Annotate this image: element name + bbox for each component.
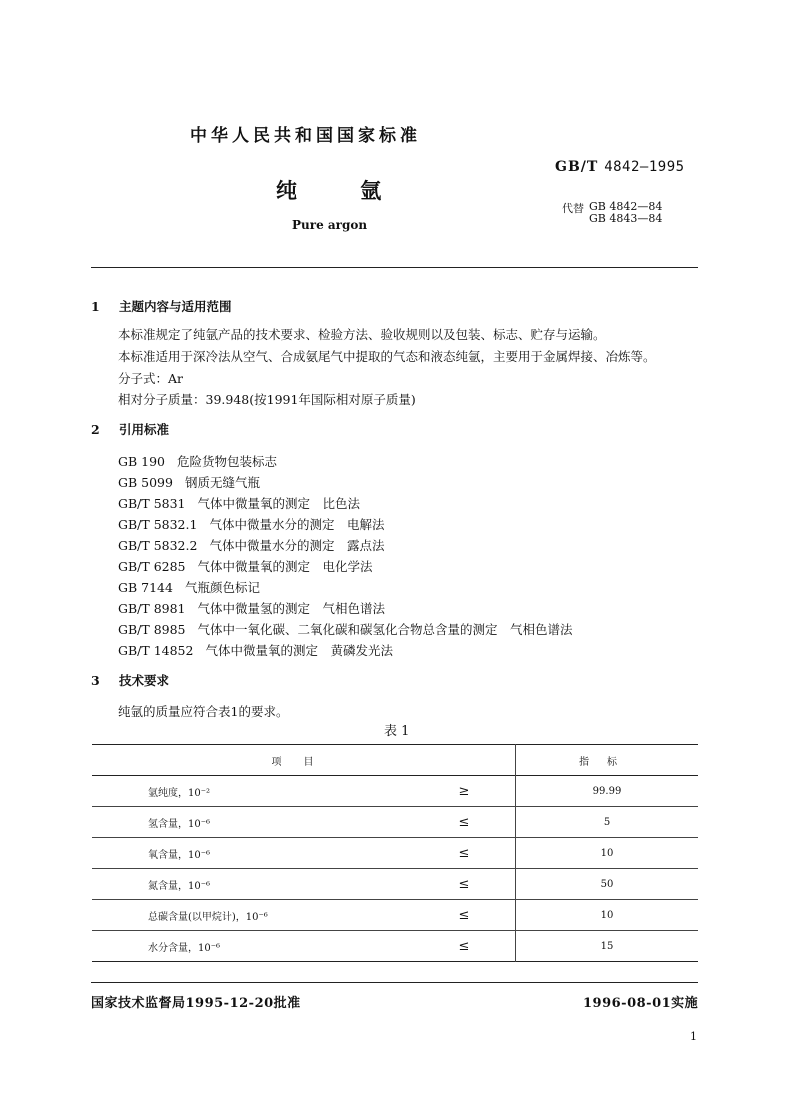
row-value: 5 <box>603 816 611 828</box>
section-1-number: 1 <box>91 299 100 314</box>
row-value: 10 <box>600 909 614 921</box>
row-operator: ≤ <box>413 838 516 869</box>
section-1-paragraph: 本标准适用于深冷法从空气、合成氨尾气中提取的气态和液态纯氩，主要用于金属焊接、冶炼等。 <box>118 349 656 364</box>
row-operator: ≥ <box>413 776 516 807</box>
org-title: 中华人民共和国国家标准 <box>190 126 421 146</box>
table-row <box>92 807 698 838</box>
table-row <box>92 931 698 962</box>
section-1-title: 主题内容与适用范围 <box>119 299 232 314</box>
reference-item: GB/T 14852 气体中微量氧的测定 黄磷发光法 <box>118 643 393 658</box>
row-value: 50 <box>600 878 614 890</box>
standard-prefix: GB/T <box>555 159 599 175</box>
section-3-number: 3 <box>91 673 100 688</box>
standard-code <box>555 159 685 175</box>
table-row <box>92 776 698 807</box>
footer-divider <box>91 982 698 983</box>
row-item: 水分含量，10⁻⁶ <box>148 942 221 954</box>
section-2-title: 引用标准 <box>119 422 170 437</box>
section-2-number: 2 <box>91 422 100 437</box>
reference-item: GB/T 8985 气体中一氧化碳、二氧化碳和碳氢化合物总含量的测定 气相色谱法 <box>118 622 573 637</box>
reference-item: GB/T 5832.2 气体中微量水分的测定 露点法 <box>118 538 385 553</box>
row-operator: ≤ <box>413 869 516 900</box>
row-value: 99.99 <box>592 785 622 797</box>
table-row <box>92 869 698 900</box>
row-operator: ≤ <box>413 931 516 962</box>
replaces-label: 代替 <box>562 202 584 215</box>
reference-item: GB/T 8981 气体中微量氢的测定 气相色谱法 <box>118 601 386 616</box>
reference-item: GB 7144 气瓶颜色标记 <box>118 580 260 595</box>
header-divider <box>91 267 698 268</box>
row-item: 氩纯度，10⁻² <box>148 787 211 799</box>
section-1-paragraph: 分子式：Ar <box>118 371 184 386</box>
document-title-cn: 纯 氩 <box>276 178 382 203</box>
row-value: 10 <box>600 847 614 859</box>
row-item: 氢含量，10⁻⁶ <box>148 818 211 830</box>
approval-info: 国家技术监督局1995-12-20批准 <box>91 996 301 1011</box>
section-3-heading <box>91 671 169 689</box>
section-1-paragraph: 本标准规定了纯氩产品的技术要求、检验方法、验收规则以及包装、标志、贮存与运输。 <box>118 327 606 342</box>
reference-item: GB/T 5832.1 气体中微量水分的测定 电解法 <box>118 517 385 532</box>
replaces-standard-1: GB 4842—84 <box>589 200 663 213</box>
reference-item: GB 190 危险货物包装标志 <box>118 454 278 469</box>
section-2-heading <box>91 420 169 438</box>
header-item: 项目 <box>92 745 516 776</box>
document-title-en: Pure argon <box>292 218 368 232</box>
implementation-date: 1996-08-01实施 <box>583 996 699 1011</box>
row-operator: ≤ <box>413 807 516 838</box>
standard-number: 4842—1995 <box>604 159 685 175</box>
table-row <box>92 838 698 869</box>
specification-table <box>92 744 698 962</box>
row-item: 总碳含量(以甲烷计)，10⁻⁶ <box>148 911 268 923</box>
table-caption: 表 1 <box>384 724 410 739</box>
table-row <box>92 900 698 931</box>
reference-item: GB 5099 钢质无缝气瓶 <box>118 475 260 490</box>
row-item: 氮含量，10⁻⁶ <box>148 880 211 892</box>
table-header-row <box>92 745 698 776</box>
row-operator: ≤ <box>413 900 516 931</box>
page-number: 1 <box>690 1030 697 1043</box>
section-1-paragraph: 相对分子质量：39.948(按1991年国际相对原子质量) <box>118 392 416 407</box>
replaces-standard-2: GB 4843—84 <box>589 212 663 225</box>
row-item: 氧含量，10⁻⁶ <box>148 849 211 861</box>
header-value: 指标 <box>579 756 635 768</box>
section-3-intro: 纯氩的质量应符合表1的要求。 <box>118 704 289 719</box>
reference-item: GB/T 6285 气体中微量氧的测定 电化学法 <box>118 559 373 574</box>
row-value: 15 <box>600 940 614 952</box>
section-1-heading <box>91 297 232 315</box>
section-3-title: 技术要求 <box>119 673 170 688</box>
reference-item: GB/T 5831 气体中微量氧的测定 比色法 <box>118 496 361 511</box>
